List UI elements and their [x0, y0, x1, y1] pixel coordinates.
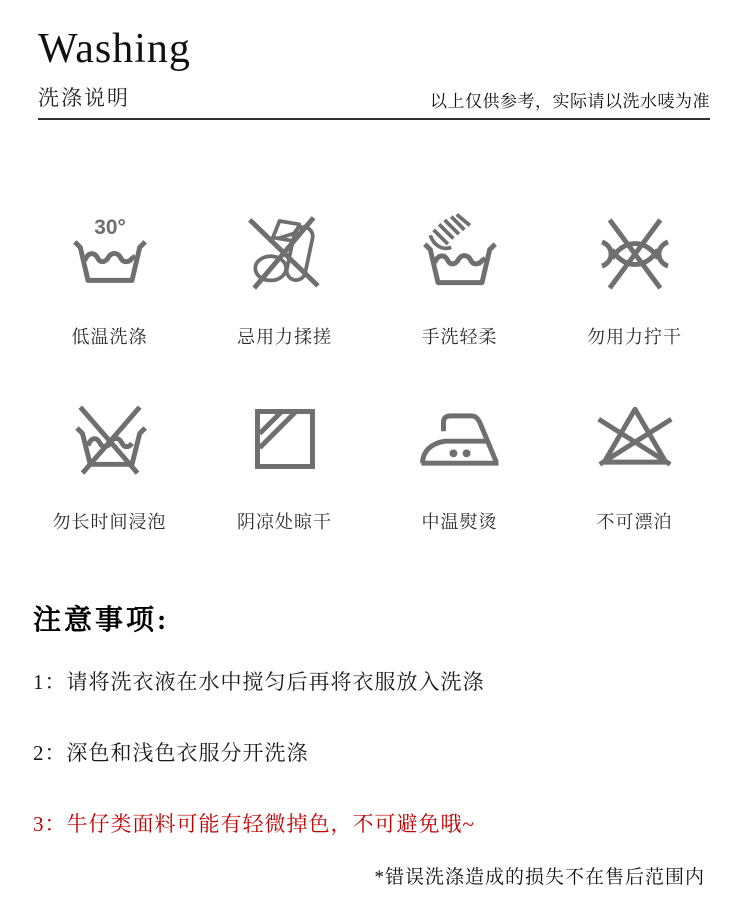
care-label: 不可漂泊 [596, 512, 673, 533]
care-label: 手洗轻柔 [421, 327, 498, 348]
note-item-1: 1：请将洗衣液在水中搅匀后再将衣服放入洗涤 [33, 670, 485, 695]
care-label: 低温洗涤 [71, 327, 148, 348]
no-soaking-icon [66, 395, 154, 483]
hand-wash-icon [416, 210, 504, 298]
reference-disclaimer: 以上仅供参考，实际请以洗水唛为准 [430, 92, 710, 112]
care-item-hand-wash [372, 210, 547, 349]
care-item-dry-in-shade [197, 395, 372, 534]
care-label: 忌用力揉搓 [237, 327, 332, 348]
note-item-3-warning: 3：牛仔类面料可能有轻微掉色，不可避免哦~ [33, 812, 475, 837]
wash-temp-text: 30° [93, 216, 126, 240]
care-item-no-wringing [547, 210, 722, 349]
care-label: 阴凉处晾干 [237, 512, 332, 533]
no-rubbing-icon [241, 210, 329, 298]
care-item-no-rubbing [197, 210, 372, 349]
care-item-no-soaking [22, 395, 197, 534]
iron-medium-icon [416, 395, 504, 483]
care-item-no-bleach [547, 395, 722, 534]
page-title: Washing [38, 26, 191, 72]
header-subrow [38, 82, 710, 112]
notes-section [33, 598, 720, 838]
header [38, 0, 710, 120]
care-icon-grid [22, 210, 722, 534]
dry-in-shade-icon [241, 395, 329, 483]
wash-30-icon [66, 210, 154, 298]
care-label: 勿用力拧干 [587, 327, 682, 348]
care-label: 中温熨烫 [421, 512, 498, 533]
care-item-iron-medium [372, 395, 547, 534]
note-item-2: 2：深色和浅色衣服分开洗涤 [33, 741, 309, 766]
page-subtitle: 洗涤说明 [38, 87, 130, 111]
notes-heading: 注意事项: [33, 605, 170, 637]
aftersales-footnote: *错误洗涤造成的损失不在售后范围内 [374, 867, 705, 888]
care-item-wash-low-temp [22, 210, 197, 349]
care-label: 勿长时间浸泡 [52, 512, 167, 533]
no-wringing-icon [591, 210, 679, 298]
no-bleach-icon [591, 395, 679, 483]
